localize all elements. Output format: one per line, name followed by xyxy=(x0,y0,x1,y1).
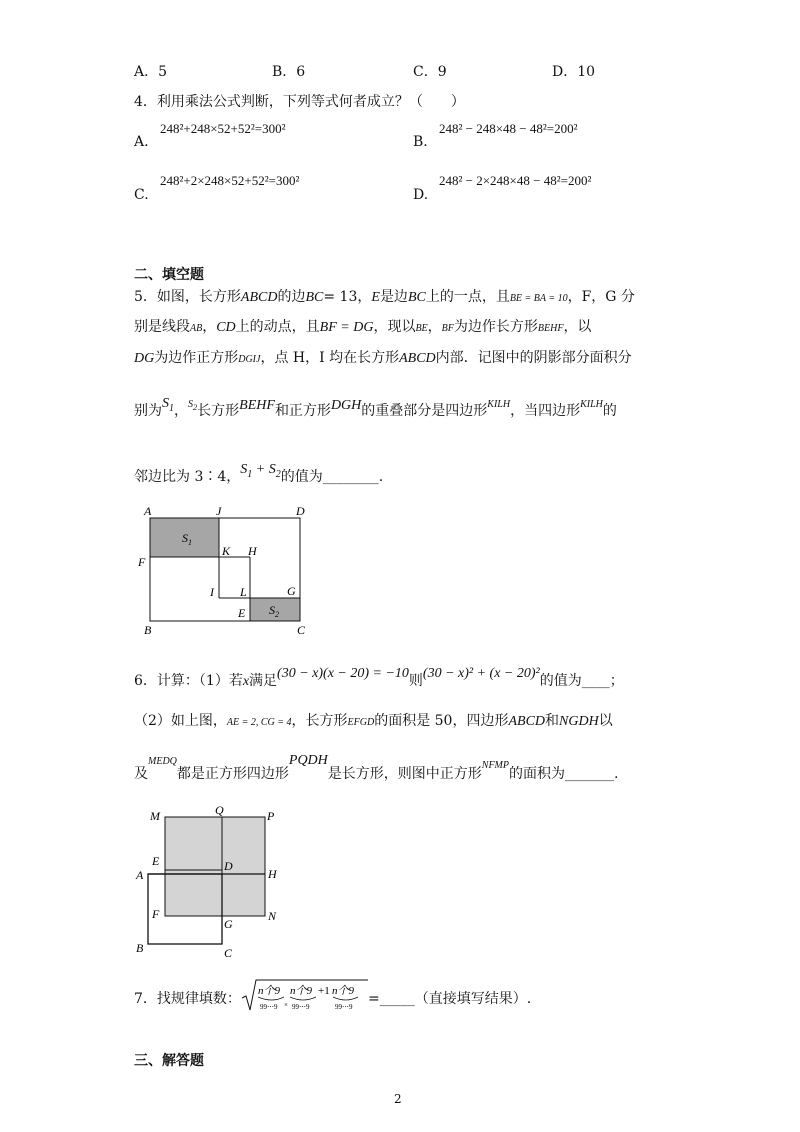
label-h: H xyxy=(268,867,277,881)
q5-line2: 别是线段AB，CD上的动点，且BF = DG，现以BE，BF为边作长方形BEHF，以 xyxy=(134,319,592,335)
q5-line3: DG为边作正方形DGIJ，点 H，I 均在长方形ABCD内部．记图中的阴影部分面积分 xyxy=(134,350,632,366)
brace-1 xyxy=(258,997,284,1000)
q7-u1: 99⋯9 xyxy=(260,1003,278,1011)
label-a: A xyxy=(136,868,144,882)
label-i: I xyxy=(210,585,214,599)
q7-plus: +1 xyxy=(318,985,330,997)
label-c: C xyxy=(224,946,233,960)
q7-n2: n个9 xyxy=(290,985,312,997)
label-f: F xyxy=(152,907,160,921)
label-a: A xyxy=(144,504,152,518)
q4-a-expr: 248²+248×52+52²=300² xyxy=(160,121,286,136)
q5-line4: 别为$S_1$，$^{S_2}$长方形BEHF和正方形DGH的重叠部分是四边形$^{KILH}$，当四边形$^{KILH}$的 xyxy=(134,396,617,419)
label-k: K xyxy=(222,544,231,558)
q4-b-expr: 248² − 248×48 − 48²=200² xyxy=(439,121,578,136)
label-b: B xyxy=(144,623,152,637)
label-g: G xyxy=(287,584,296,598)
q6-part1: 6．计算：（1）若x满足(30 − x)(x − 20) = −10则(30 − x)² + (x − 20)²的值为____； xyxy=(134,666,624,689)
q7-u2: 99⋯9 xyxy=(292,1003,310,1011)
q4-d-label: D. xyxy=(413,187,429,203)
q4-c-expr: 248²+2×248×52+52²=300² xyxy=(160,173,300,188)
label-b: B xyxy=(136,941,144,955)
label-s1: $S_1$ xyxy=(182,531,192,547)
q4-b-label: B. xyxy=(413,134,428,150)
q5-figure xyxy=(130,500,320,640)
label-d: D xyxy=(296,504,305,518)
label-n: N xyxy=(268,909,277,923)
label-c: C xyxy=(297,623,306,637)
section-2-title: 二、填空题 xyxy=(134,267,204,283)
q5-line1: 5．如图，长方形ABCD的边BC= 13，E是边BC上的一点，且BE = BA = 10，F，G 分 xyxy=(134,289,635,305)
brace-3 xyxy=(333,997,358,1000)
q7-label: 7．找规律填数： xyxy=(134,991,241,1007)
brace-2 xyxy=(290,997,316,1000)
q7-n3: n个9 xyxy=(332,985,354,997)
q4-c-label: C. xyxy=(134,187,149,203)
q7-u3: 99⋯9 xyxy=(335,1003,353,1011)
label-j: J xyxy=(216,504,222,518)
q6-part2: （2）如上图，AE = 2, CG = 4，长方形EFGD的面积是 50，四边形ABCD和NGDH以 xyxy=(134,713,613,729)
label-g: G xyxy=(224,917,233,931)
q3-option-a: A．5 xyxy=(134,64,168,80)
label-h: H xyxy=(248,544,257,558)
q6-part3: 及$^{MEDQ}$都是正方形四边形PQDH是长方形，则图中正方形$^{NFMP}$的面积为_______. xyxy=(134,753,619,782)
square-nfmp xyxy=(165,817,265,916)
q5-line5: 邻边比为 3∶4，$S_1 + S_2$的值为________. xyxy=(134,462,384,485)
label-d: D xyxy=(224,859,233,873)
label-q: Q xyxy=(215,803,224,817)
label-s2: $S_2$ xyxy=(269,603,279,619)
section-3-title: 三、解答题 xyxy=(134,1053,204,1069)
q7-answer-blank: =_____（直接填写结果）. xyxy=(368,991,532,1007)
q7-times: × xyxy=(284,1001,288,1009)
q4-question: 4．利用乘法公式判断，下列等式何者成立？（ ） xyxy=(134,94,465,110)
q4-d-expr: 248² − 2×248×48 − 48²=200² xyxy=(439,173,592,188)
q6-figure xyxy=(130,800,290,960)
label-p: P xyxy=(267,809,275,823)
q7-n1: n个9 xyxy=(258,985,280,997)
label-e: E xyxy=(152,854,160,868)
label-l: L xyxy=(240,585,247,599)
q7-sqrt-expression xyxy=(240,976,370,1016)
q3-option-b: B．6 xyxy=(272,64,306,80)
label-e: E xyxy=(238,606,246,620)
q3-option-d: D．10 xyxy=(552,64,596,80)
label-f: F xyxy=(138,555,146,569)
q4-a-label: A. xyxy=(134,134,149,150)
q3-option-c: C．9 xyxy=(413,64,447,80)
page-number: 2 xyxy=(394,1092,402,1106)
label-m: M xyxy=(150,809,160,823)
